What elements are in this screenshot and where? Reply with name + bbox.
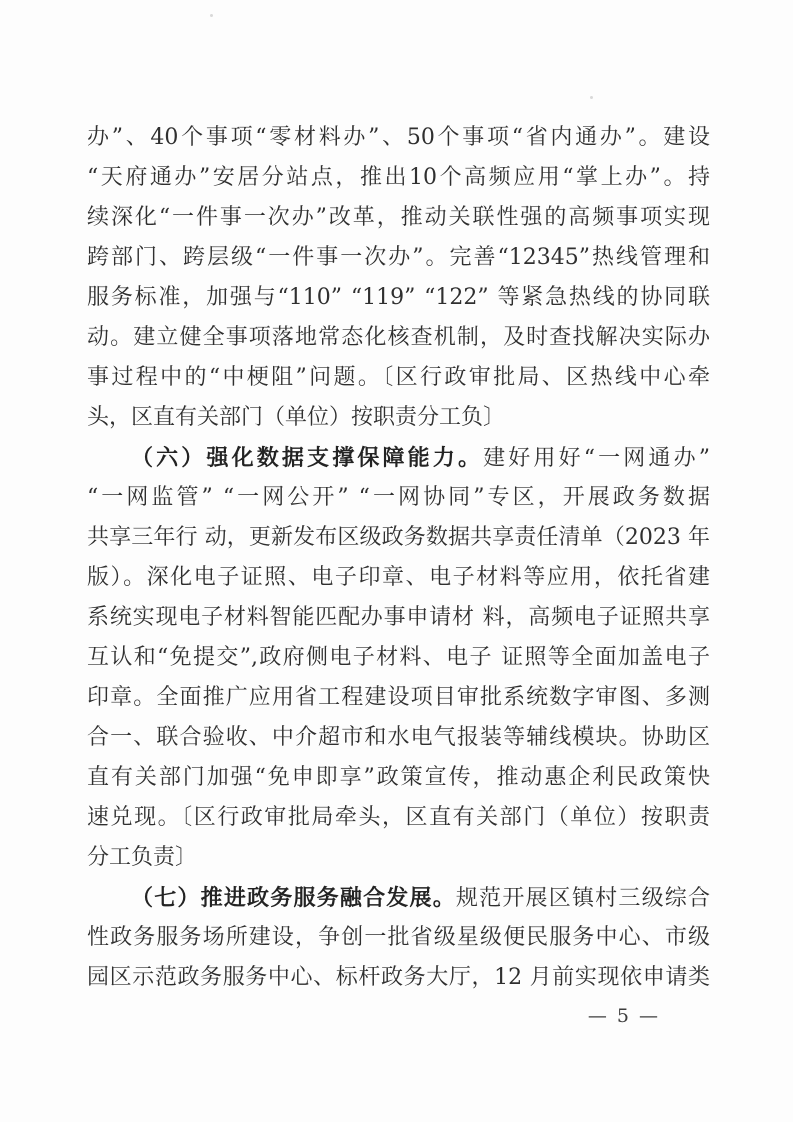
line-text: 性政务服务场所建设，争创一批省级星级便民服务中心、市级 — [87, 925, 710, 950]
text-line — [87, 478, 710, 518]
text-line — [87, 918, 710, 958]
line-text: “天府通办”安居分站点，推出10个高频应用“掌上办”。持 — [87, 165, 710, 190]
text-line — [87, 598, 710, 638]
text-line — [87, 798, 710, 838]
line-text: 共享三年行 动，更新发布区级政务数据共享责任清单（2023 年 — [87, 525, 710, 550]
text-line — [87, 398, 710, 438]
line-text: 直有关部门加强“免申即享”政策宣传，推动惠企利民政策快 — [87, 765, 710, 790]
text-line — [87, 558, 710, 598]
line-text: 速兑现。〔区行政审批局牵头，区直有关部门（单位）按职责 — [87, 805, 710, 830]
text-line — [87, 678, 710, 718]
text-line — [87, 318, 710, 358]
page-number: — 5 — — [587, 1005, 660, 1027]
section-heading: （六）强化数据支撑保障能力。 — [131, 445, 484, 471]
text-line — [87, 158, 710, 198]
line-text: 事过程中的“中梗阻”问题。〔区行政审批局、区热线中心牵 — [87, 365, 710, 390]
line-text: 服务标准，加强与“110” “119” “122” 等紧急热线的协同联 — [87, 285, 710, 310]
line-text: 续深化“一件事一次办”改革，推动关联性强的高频事项实现 — [87, 205, 710, 230]
line-text: 动。建立健全事项落地常态化核查机制，及时查找解决实际办 — [87, 325, 710, 350]
line-text: 互认和“免提交”,政府侧电子材料、电子 证照等全面加盖电子 — [87, 645, 710, 670]
line-text: 版）。深化电子证照、电子印章、电子材料等应用，依托省建 — [87, 565, 710, 590]
line-text: 跨部门、跨层级“一件事一次办”。完善“12345”热线管理和 — [87, 245, 710, 270]
text-line — [87, 198, 710, 238]
scan-speck — [590, 96, 593, 99]
line-text: “一网监管” “一网公开” “一网协同”专区，开展政务数据 — [87, 485, 710, 510]
line-text: 头，区直有关部门（单位）按职责分工负〕 — [87, 405, 506, 430]
text-line — [87, 358, 710, 398]
text-line — [87, 238, 710, 278]
section-heading: （七）推进政务服务融合发展。 — [131, 885, 456, 911]
line-text: 印章。全面推广应用省工程建设项目审批系统数字审图、多测 — [87, 685, 710, 710]
text-line — [87, 278, 710, 318]
body-text — [87, 118, 710, 998]
text-line — [87, 758, 710, 798]
line-text: 合一、联合验收、中介超市和水电气报装等辅线模块。协助区 — [87, 725, 710, 750]
text-line — [87, 518, 710, 558]
line-text: 园区示范政务服务中心、标杆政务大厅，12 月前实现依申请类 — [87, 965, 710, 990]
text-line — [87, 118, 710, 158]
text-line — [87, 838, 710, 878]
line-text: 分工负责〕 — [87, 845, 198, 870]
line-text: 系统实现电子材料智能匹配办事申请材 料，高频电子证照共享 — [87, 605, 710, 630]
scan-speck — [210, 14, 213, 17]
text-line — [87, 638, 710, 678]
text-line — [87, 718, 710, 758]
text-line — [87, 438, 710, 478]
line-text: 规范开展区镇村三级综合 — [455, 886, 710, 911]
text-line — [87, 958, 710, 998]
line-text: 办”、40个事项“零材料办”、50个事项“省内通办”。建设 — [87, 125, 710, 150]
text-line — [87, 878, 710, 918]
line-text: 建好用好“一网通办” — [483, 446, 710, 471]
